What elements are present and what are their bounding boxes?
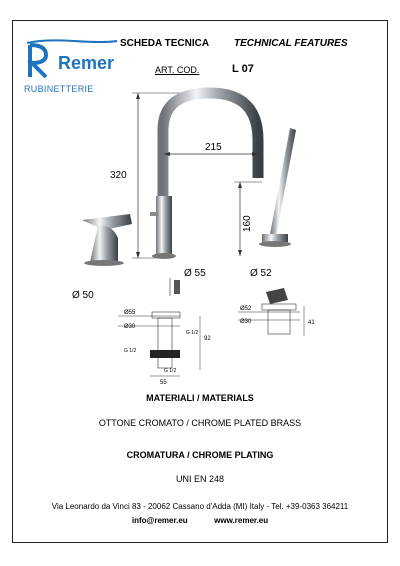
hand-shower [270,128,296,236]
brand-name: Remer [58,53,115,73]
art-cod-label: ART. COD. [155,65,200,75]
art-cod-value: L 07 [232,63,254,75]
detail-left-h: 92 [204,336,211,342]
detail-right-d2: Ø30 [240,319,252,325]
footer-address: Via Leonardo da Vinci 83 - 20062 Cassano d'Adda (MI) Italy - Tel. +39-0363 364211 [51,502,349,511]
title-italian: SCHEDA TECNICA [120,38,210,49]
detail-left-d2: Ø30 [124,324,136,330]
dim-shower-height: 160 [242,215,253,232]
dim-lever-base: Ø 50 [72,290,94,301]
mixer-body [90,226,118,262]
footer-web[interactable]: www.remer.eu [214,516,269,525]
plating-heading: CROMATURA / CHROME PLATING [126,450,274,460]
dim-reach: 215 [205,142,222,153]
detail-right-d1: Ø52 [240,306,252,312]
detail-left-thread-b: G 1/2 [124,348,137,354]
materials-heading: MATERIALI / MATERIALS [146,393,254,403]
detail-left-thread-a: G 1/2 [186,330,199,336]
materials-value: OTTONE CROMATO / CHROME PLATED BRASS [98,418,302,428]
faucet-body [156,196,172,256]
title-english: TECHNICAL FEATURES [234,38,348,49]
detail-left-w: 55 [160,380,167,386]
detail-right-h: 41 [308,320,315,326]
faucet-lever [150,212,158,216]
dim-shower-base: Ø 52 [250,268,272,279]
detail-left-d1: Ø55 [124,310,136,316]
dim-spout-base: Ø 55 [184,268,206,279]
detail-left-thread-c: G 1/2 [164,368,177,374]
detail-left-drawing [118,278,211,386]
detail-right-drawing [238,288,315,336]
dim-height: 320 [110,170,127,181]
footer-email[interactable]: info@remer.eu [131,516,188,525]
plating-value: UNI EN 248 [175,474,225,484]
brand-subtitle: RUBINETTERIE [24,84,94,94]
